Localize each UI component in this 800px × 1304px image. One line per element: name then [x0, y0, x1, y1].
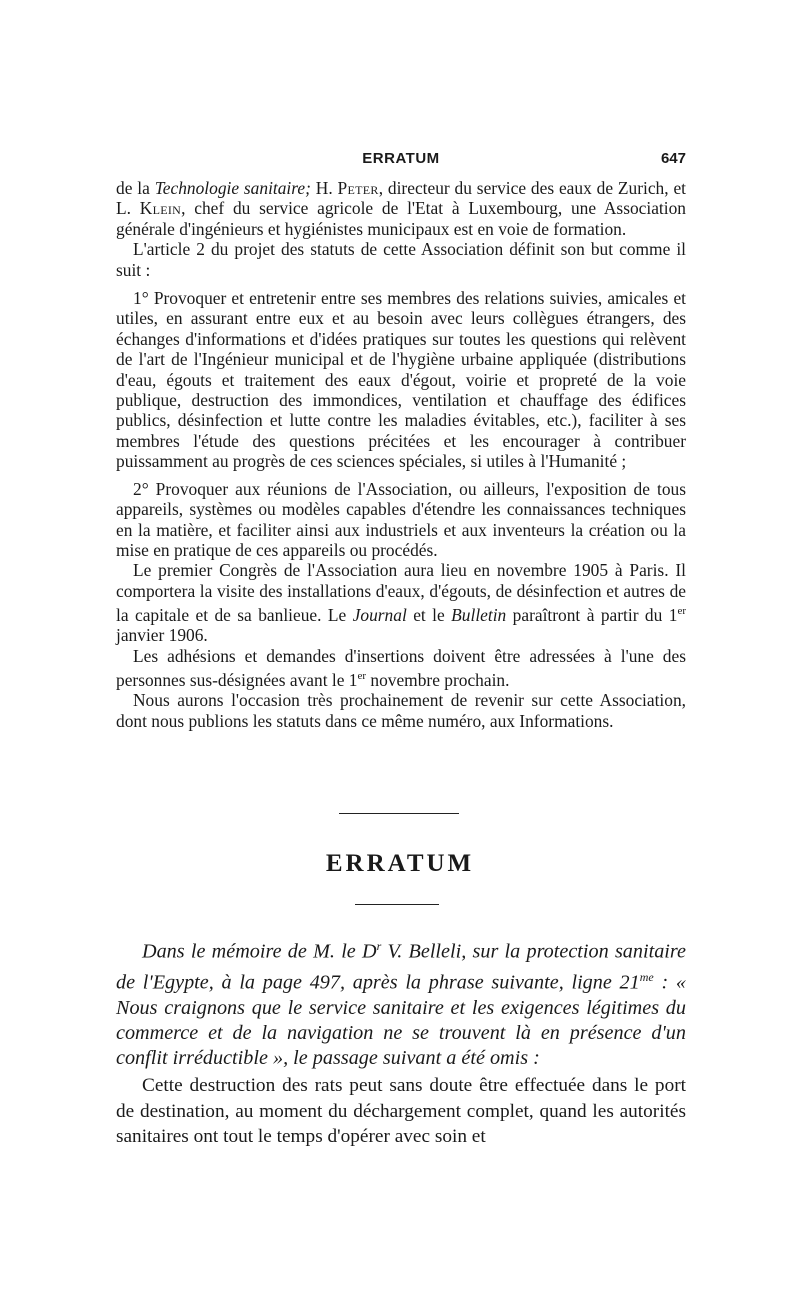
section-divider	[339, 813, 459, 814]
erratum-heading: ERRATUM	[325, 850, 475, 877]
erratum-text: Cette destruction des rats peut sans doute être effectuée dans le port de destination, au moment du déchargement complet, quand les autorités sanitaires ont tout le temps d'opérer avec soin et	[116, 1075, 686, 1147]
heading-underline	[355, 904, 439, 905]
paragraph-7: Nous aurons l'occasion très prochainement de revenir sur cette Association, dont nous publions les statuts dans ce même numéro, aux Informations.	[116, 690, 686, 731]
paragraph-5: Le premier Congrès de l'Association aura lieu en novembre 1905 à Paris. Il comportera la visite des installations d'eaux, d'égouts, de désinfection et autres de la capitale et de sa banlieue. Le Journal et le Bulletin paraîtront à partir du 1er janvier 1906.	[116, 560, 686, 646]
article-body	[116, 178, 686, 731]
running-title: ERRATUM	[362, 150, 440, 167]
erratum-intro: Dans le mémoire de M. le $D^r$ V. Belleli, sur la protection sanitaire de l'Egypte, à la page 497, après la phrase suivante, ligne $21^{me}$ : « Nous craignons que le service sanitaire et les exigences légitimes du commerce et de la navigation ne se trouvent là en présence d'un conflit irréductible », le passage suivant a été omis :	[116, 939, 686, 1070]
page-number: 647	[660, 150, 686, 167]
paragraph-3: 1° Provoquer et entretenir entre ses membres des relations suivies, amicales et utiles, en assurant entre eux et au besoin avec leurs collègues étrangers, des échanges d'informations et d'idées pratiques sur toutes les questions qui relèvent de l'art de l'Ingénieur municipal et de l'hygiène urbaine appliquée (distributions d'eau, égouts et traitement des eaux d'égout, voirie et propreté de la voie publique, destruction des immondices, ventilation et chauffage des édifices publics, désinfection et lutte contre les maladies évitables, etc.), faciliter à ses membres l'étude des questions précitées et les encourager à contribuer puissamment au progrès de ces sciences spéciales, si utiles à l'Humanité ;	[116, 288, 686, 472]
running-header	[116, 150, 686, 174]
paragraph-1: de la Technologie sanitaire; H. Peter, directeur du service des eaux de Zurich, et L. Klein, chef du service agricole de l'Etat à Luxembourg, une Association générale d'ingénieurs et hygiénistes municipaux est en voie de formation.	[116, 178, 687, 239]
paragraph-4: 2° Provoquer aux réunions de l'Association, ou ailleurs, l'exposition de tous appareils, systèmes ou modèles capables d'étendre les connaissances techniques en la matière, et faciliter ainsi aux industriels et aux inventeurs la création ou la mise en pratique de ces appareils ou procédés.	[116, 478, 686, 560]
paragraph-6: Les adhésions et demandes d'insertions doivent être adressées à l'une des personnes sus-désignées avant le 1er novembre prochain.	[116, 645, 686, 690]
paragraph-2: L'article 2 du projet des statuts de cette Association définit son but comme il suit :	[116, 239, 686, 280]
